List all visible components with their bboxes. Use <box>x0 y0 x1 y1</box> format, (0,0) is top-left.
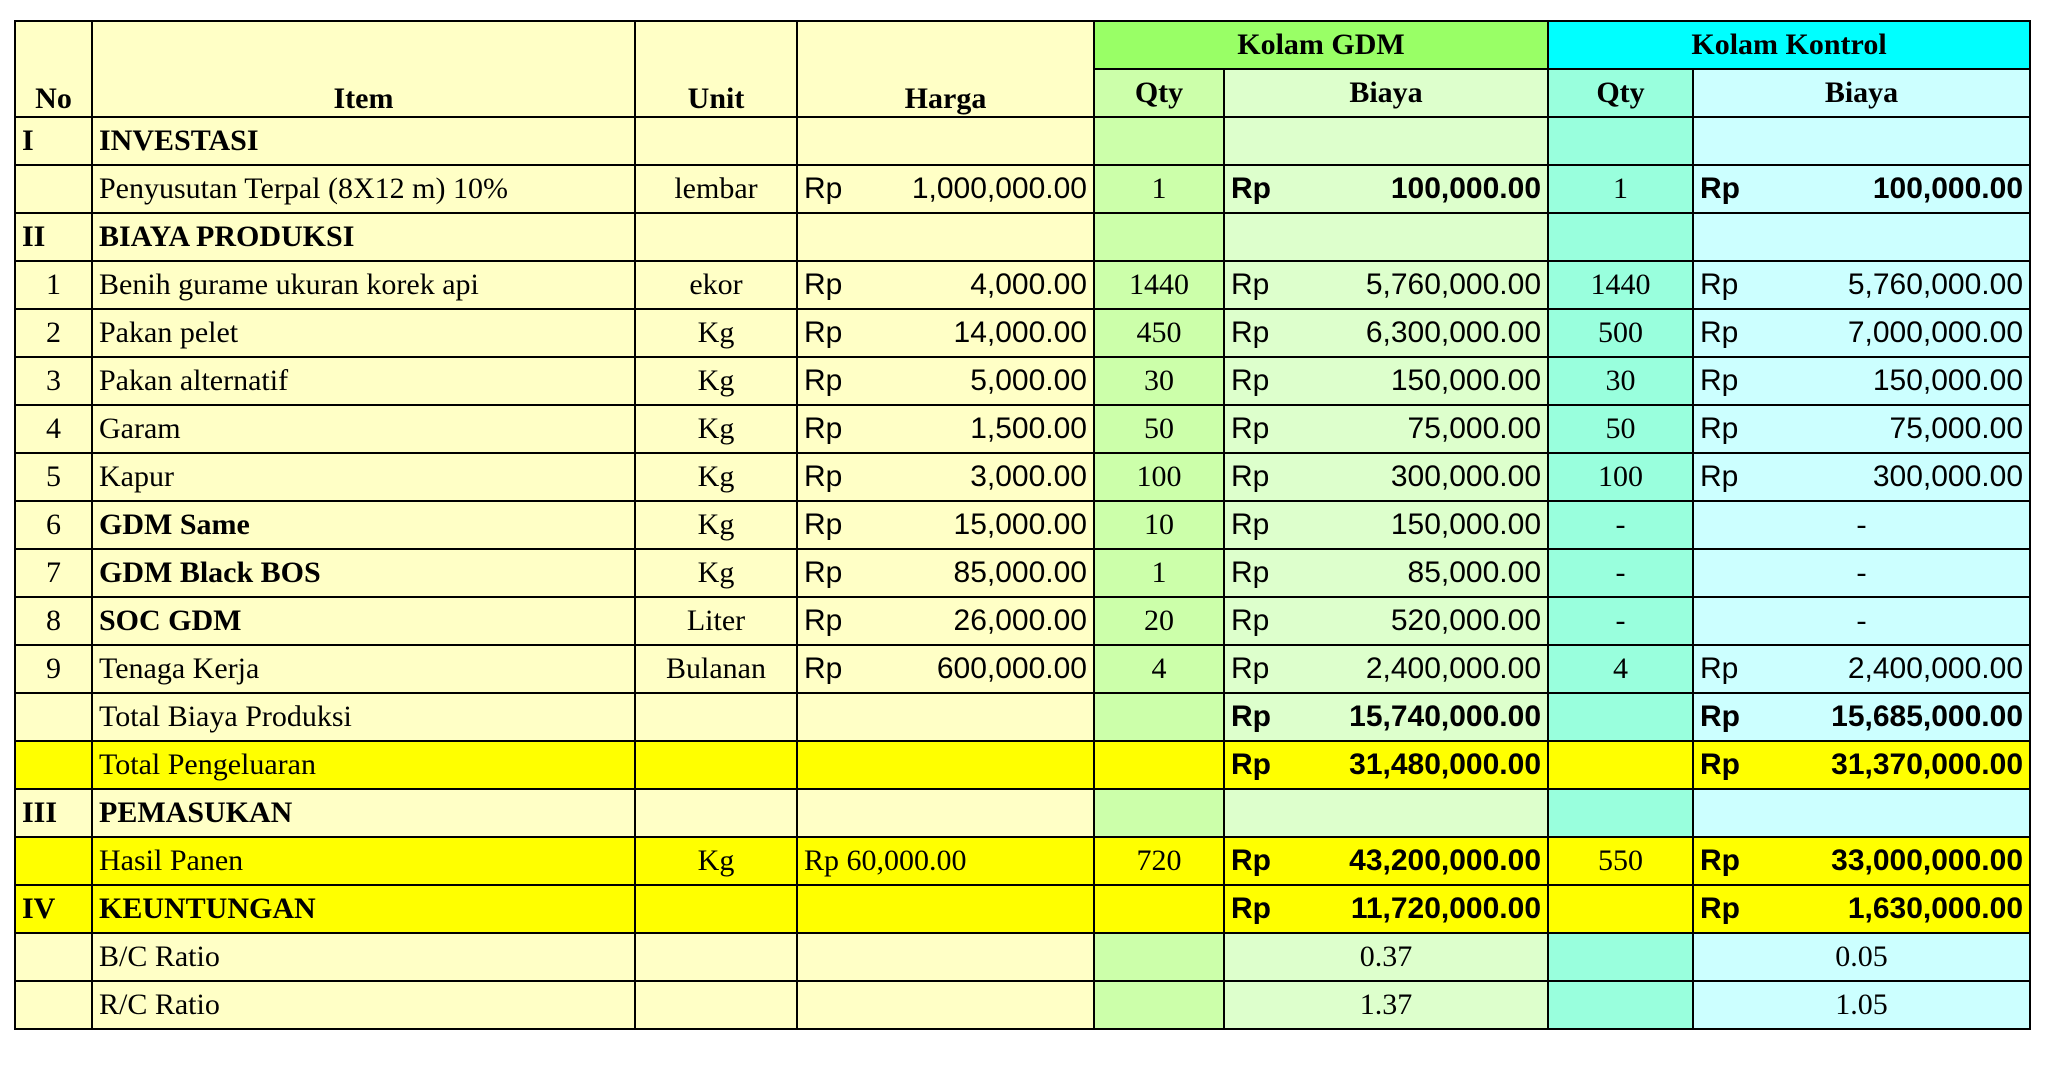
kon-qty-cell: 1 <box>1548 165 1693 213</box>
no-cell: 1 <box>15 261 92 309</box>
section-no: I <box>15 117 92 165</box>
header-harga: Harga <box>797 21 1094 117</box>
bc-ratio-kon: 0.05 <box>1693 933 2030 981</box>
rc-ratio-row <box>15 981 2030 1029</box>
kon-qty-cell: - <box>1548 549 1693 597</box>
gdm-qty-cell: 4 <box>1094 645 1224 693</box>
kon-qty-cell: 1440 <box>1548 261 1693 309</box>
bc-ratio-gdm: 0.37 <box>1224 933 1548 981</box>
harga-cell: Rp 26,000.00 <box>797 597 1094 645</box>
harga-cell: Rp 4,000.00 <box>797 261 1094 309</box>
item-cell: Garam <box>92 405 635 453</box>
section-no: IV <box>15 885 92 933</box>
item-cell: SOC GDM <box>92 597 635 645</box>
gdm-qty-cell: 1 <box>1094 549 1224 597</box>
header-gdm-qty: Qty <box>1094 69 1224 117</box>
rc-ratio-kon: 1.05 <box>1693 981 2030 1029</box>
header-kon-qty: Qty <box>1548 69 1693 117</box>
gdm-qty-cell: 1440 <box>1094 261 1224 309</box>
unit-cell: Kg <box>635 309 797 357</box>
total-produksi-kon: Rp 15,685,000.00 <box>1693 693 2030 741</box>
table-row <box>15 549 2030 597</box>
harga-cell: Rp 3,000.00 <box>797 453 1094 501</box>
kon-qty-cell: - <box>1548 501 1693 549</box>
bc-ratio-label: B/C Ratio <box>92 933 635 981</box>
unit-cell: Kg <box>635 453 797 501</box>
unit-cell: Kg <box>635 501 797 549</box>
total-produksi-row <box>15 693 2030 741</box>
table-row <box>15 405 2030 453</box>
produksi-rows <box>15 261 2030 693</box>
section-label: KEUNTUNGAN <box>92 885 635 933</box>
kon-biaya-cell: Rp 5,760,000.00 <box>1693 261 2030 309</box>
gdm-biaya-cell: Rp 520,000.00 <box>1224 597 1548 645</box>
item-cell: Benih gurame ukuran korek api <box>92 261 635 309</box>
gdm-biaya-cell: Rp 150,000.00 <box>1224 501 1548 549</box>
bc-ratio-row <box>15 933 2030 981</box>
item-cell: Penyusutan Terpal (8X12 m) 10% <box>92 165 635 213</box>
kon-biaya-cell: - <box>1693 501 2030 549</box>
rc-ratio-gdm: 1.37 <box>1224 981 1548 1029</box>
header-no: No <box>15 21 92 117</box>
item-cell: GDM Black BOS <box>92 549 635 597</box>
header-unit: Unit <box>635 21 797 117</box>
kon-qty-cell: 4 <box>1548 645 1693 693</box>
rc-ratio-label: R/C Ratio <box>92 981 635 1029</box>
harga-cell: Rp 15,000.00 <box>797 501 1094 549</box>
table-row <box>15 645 2030 693</box>
harga-cell: Rp 14,000.00 <box>797 309 1094 357</box>
header-kolam-gdm: Kolam GDM <box>1094 21 1548 69</box>
gdm-biaya-cell: Rp 150,000.00 <box>1224 357 1548 405</box>
kon-biaya-cell: - <box>1693 549 2030 597</box>
total-pengeluaran-row <box>15 741 2030 789</box>
total-produksi-gdm: Rp 15,740,000.00 <box>1224 693 1548 741</box>
section-no: III <box>15 789 92 837</box>
kon-qty-cell: 50 <box>1548 405 1693 453</box>
section-label: INVESTASI <box>92 117 635 165</box>
unit-cell: ekor <box>635 261 797 309</box>
kon-qty-cell: 500 <box>1548 309 1693 357</box>
no-cell: 8 <box>15 597 92 645</box>
gdm-qty-cell: 720 <box>1094 837 1224 885</box>
section-row-investasi <box>15 117 2030 165</box>
gdm-biaya-cell: Rp 5,760,000.00 <box>1224 261 1548 309</box>
item-cell: Pakan pelet <box>92 309 635 357</box>
no-cell: 4 <box>15 405 92 453</box>
budget-table <box>14 20 2031 1030</box>
header-item: Item <box>92 21 635 117</box>
unit-cell: Kg <box>635 357 797 405</box>
hasil-panen-row <box>15 837 2030 885</box>
section-row-keuntungan <box>15 885 2030 933</box>
total-pengeluaran-gdm: Rp 31,480,000.00 <box>1224 741 1548 789</box>
total-produksi-label: Total Biaya Produksi <box>92 693 635 741</box>
section-no: II <box>15 213 92 261</box>
kon-qty-cell: - <box>1548 597 1693 645</box>
kon-biaya-cell: Rp 2,400,000.00 <box>1693 645 2030 693</box>
kon-biaya-cell: Rp 75,000.00 <box>1693 405 2030 453</box>
section-label: PEMASUKAN <box>92 789 635 837</box>
kon-biaya-cell: Rp 7,000,000.00 <box>1693 309 2030 357</box>
harga-cell: Rp 5,000.00 <box>797 357 1094 405</box>
harga-cell: Rp 600,000.00 <box>797 645 1094 693</box>
no-cell: 3 <box>15 357 92 405</box>
harga-cell: Rp 60,000.00 <box>797 837 1094 885</box>
total-pengeluaran-kon: Rp 31,370,000.00 <box>1693 741 2030 789</box>
gdm-biaya-cell: Rp 75,000.00 <box>1224 405 1548 453</box>
keuntungan-kon: Rp 1,630,000.00 <box>1693 885 2030 933</box>
section-label: BIAYA PRODUKSI <box>92 213 635 261</box>
kon-qty-cell: 550 <box>1548 837 1693 885</box>
kon-qty-cell: 30 <box>1548 357 1693 405</box>
table-row <box>15 453 2030 501</box>
item-cell: GDM Same <box>92 501 635 549</box>
no-cell: 5 <box>15 453 92 501</box>
item-cell: Kapur <box>92 453 635 501</box>
gdm-qty-cell: 450 <box>1094 309 1224 357</box>
section-row-pemasukan <box>15 789 2030 837</box>
kon-biaya-cell: Rp 100,000.00 <box>1693 165 2030 213</box>
header-gdm-biaya: Biaya <box>1224 69 1548 117</box>
no-cell: 7 <box>15 549 92 597</box>
no-cell: 6 <box>15 501 92 549</box>
no-cell: 9 <box>15 645 92 693</box>
table-row <box>15 309 2030 357</box>
keuntungan-gdm: Rp 11,720,000.00 <box>1224 885 1548 933</box>
gdm-biaya-cell: Rp 100,000.00 <box>1224 165 1548 213</box>
unit-cell: Kg <box>635 837 797 885</box>
header-row-1 <box>15 21 2030 69</box>
table-row <box>15 165 2030 213</box>
gdm-qty-cell: 30 <box>1094 357 1224 405</box>
header-kolam-kontrol: Kolam Kontrol <box>1548 21 2030 69</box>
table-row <box>15 597 2030 645</box>
unit-cell: lembar <box>635 165 797 213</box>
unit-cell: Kg <box>635 549 797 597</box>
gdm-biaya-cell: Rp 300,000.00 <box>1224 453 1548 501</box>
item-cell: Pakan alternatif <box>92 357 635 405</box>
table-row <box>15 261 2030 309</box>
gdm-qty-cell: 50 <box>1094 405 1224 453</box>
gdm-biaya-cell: Rp 85,000.00 <box>1224 549 1548 597</box>
kon-biaya-cell: Rp 33,000,000.00 <box>1693 837 2030 885</box>
header-kon-biaya: Biaya <box>1693 69 2030 117</box>
table-row <box>15 357 2030 405</box>
gdm-biaya-cell: Rp 6,300,000.00 <box>1224 309 1548 357</box>
total-pengeluaran-label: Total Pengeluaran <box>92 741 635 789</box>
gdm-qty-cell: 10 <box>1094 501 1224 549</box>
harga-cell: Rp 85,000.00 <box>797 549 1094 597</box>
harga-cell: Rp 1,500.00 <box>797 405 1094 453</box>
kon-biaya-cell: - <box>1693 597 2030 645</box>
gdm-biaya-cell: Rp 2,400,000.00 <box>1224 645 1548 693</box>
section-row-biaya-produksi <box>15 213 2030 261</box>
kon-biaya-cell: Rp 150,000.00 <box>1693 357 2030 405</box>
kon-qty-cell: 100 <box>1548 453 1693 501</box>
item-cell: Tenaga Kerja <box>92 645 635 693</box>
unit-cell: Kg <box>635 405 797 453</box>
gdm-qty-cell: 1 <box>1094 165 1224 213</box>
gdm-qty-cell: 100 <box>1094 453 1224 501</box>
unit-cell: Bulanan <box>635 645 797 693</box>
unit-cell: Liter <box>635 597 797 645</box>
gdm-biaya-cell: Rp 43,200,000.00 <box>1224 837 1548 885</box>
no-cell: 2 <box>15 309 92 357</box>
item-cell: Hasil Panen <box>92 837 635 885</box>
harga-cell: Rp 1,000,000.00 <box>797 165 1094 213</box>
table-row <box>15 501 2030 549</box>
gdm-qty-cell: 20 <box>1094 597 1224 645</box>
kon-biaya-cell: Rp 300,000.00 <box>1693 453 2030 501</box>
